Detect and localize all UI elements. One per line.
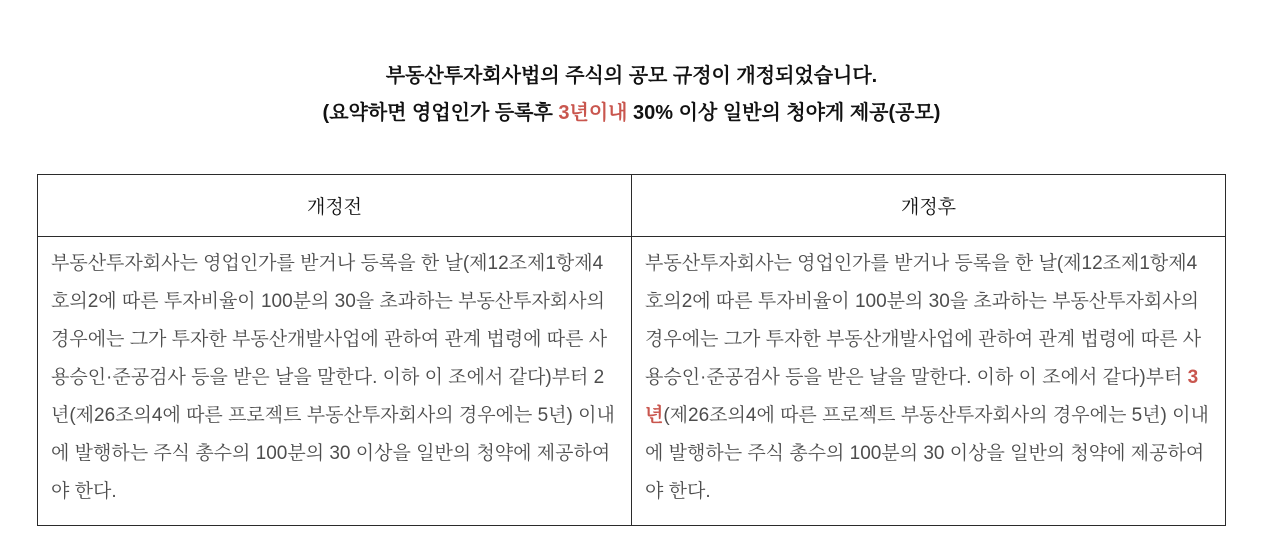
revision-comparison-table: [37, 174, 1226, 526]
after-revision-text-highlight: 3년: [645, 367, 1199, 426]
cell-after-revision: [632, 237, 1226, 526]
cell-before-revision: [38, 237, 632, 526]
column-header-after-revision: 개정후: [632, 175, 1226, 237]
before-revision-text-lead: 부동산투자회사는 영업인가를 받거나 등록을 한 날(제12조제1항제4호의2에 따른 투자비율이 100분의 30을 초과하는 부동산투자회사의 경우에는 그가 투자한 부동산개발사업에 관하여 관계 법령에 따른 사용승인·준공검사 등을 받은 날을 말한다. 이하 이 조에서 같다)부터: [51, 253, 608, 388]
title-line-2-after: 30% 이상 일반의 청야게 제공(공모): [627, 102, 941, 124]
title-line-1: 부동산투자회사법의 주식의 공모 규정이 개정되었습니다.: [385, 65, 878, 87]
table-header-row: [38, 175, 1226, 237]
title-line-2-highlight: 3년이내: [558, 102, 628, 124]
column-header-before-revision: 개정전: [38, 175, 632, 237]
page-title: [0, 58, 1263, 132]
title-line-2: [0, 95, 1263, 132]
table-body-row: [38, 237, 1226, 526]
after-revision-text-tail: (제26조의4에 따른 프로젝트 부동산투자회사의 경우에는 5년) 이내에 발행하는 주식 총수의 100분의 30 이상을 일반의 청약에 제공하여야 한다.: [645, 405, 1209, 502]
before-revision-text-tail: 2년(제26조의4에 따른 프로젝트 부동산투자회사의 경우에는 5년) 이내에 발행하는 주식 총수의 100분의 30 이상을 일반의 청약에 제공하여야 한다.: [51, 367, 615, 502]
title-line-2-before: (요약하면 영업인가 등록후: [322, 102, 559, 124]
after-revision-text-lead: 부동산투자회사는 영업인가를 받거나 등록을 한 날(제12조제1항제4호의2에 따른 투자비율이 100분의 30을 초과하는 부동산투자회사의 경우에는 그가 투자한 부동산개발사업에 관하여 관계 법령에 따른 사용승인·준공검사 등을 받은 날을 말한다. 이하 이 조에서 같다)부터: [645, 253, 1202, 388]
